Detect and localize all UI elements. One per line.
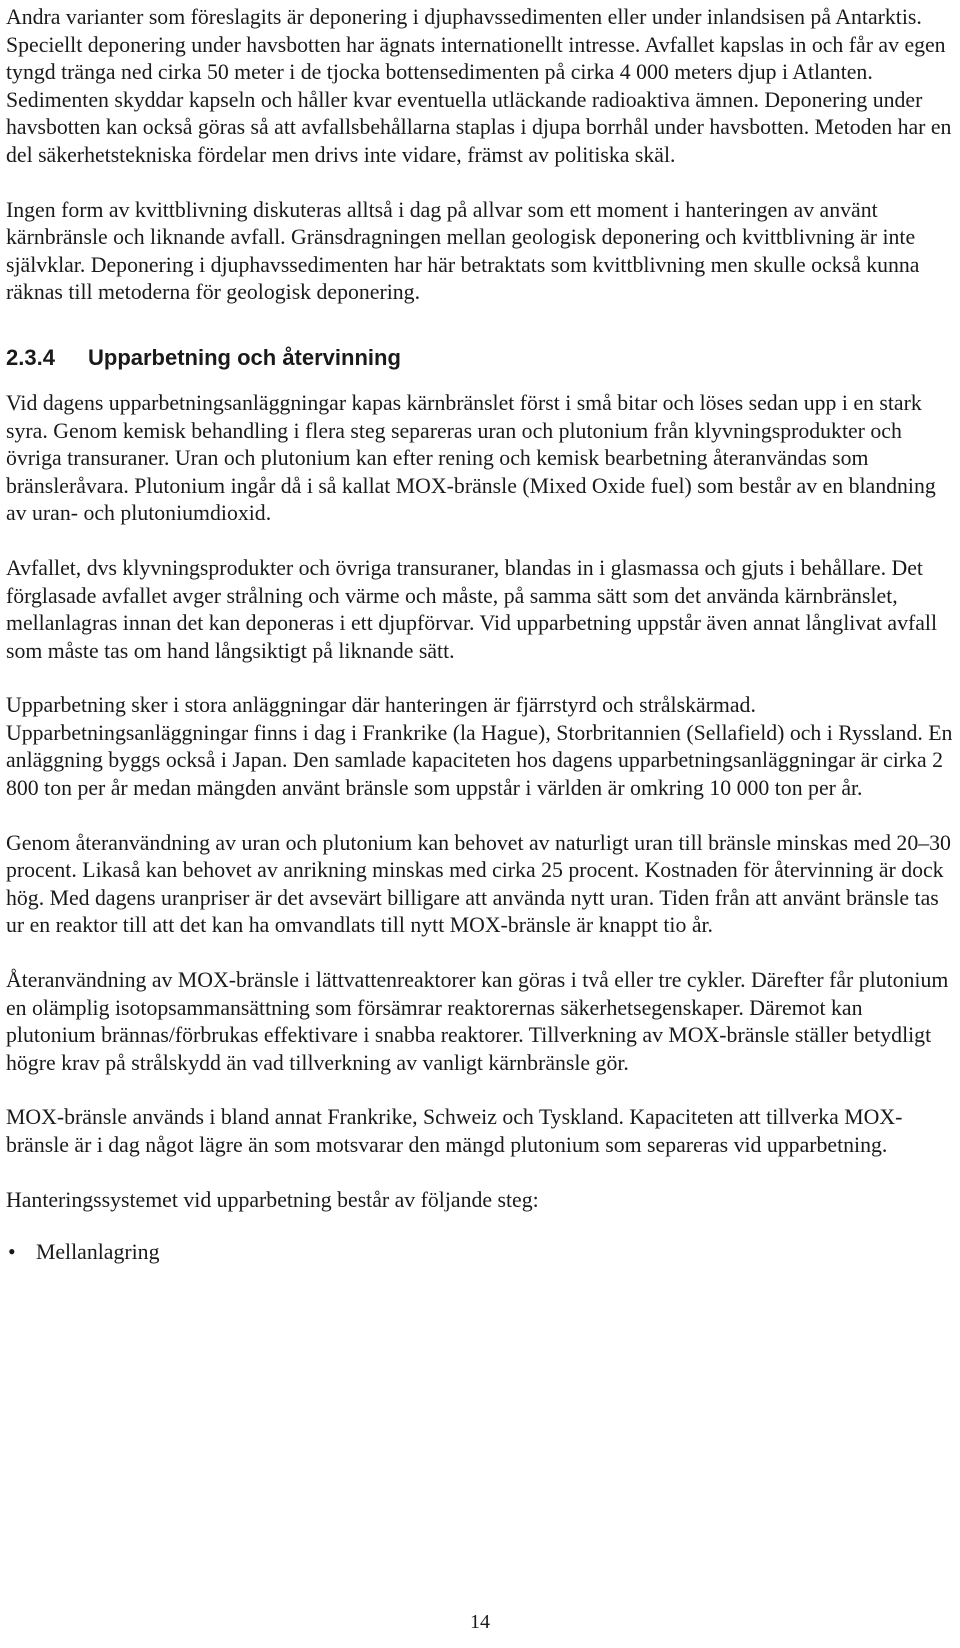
paragraph: Andra varianter som föreslagits är deponering i djuphavssedimenten eller under inlandsisen på Antarktis. Speciellt deponering under havsbotten har ägnats internationellt intresse. Avfallet kapslas in och får av egen tyngd tränga ned cirka 50 meter i de tjocka bottensedimenten på cirka 4 000 meters djup i Atlanten. Sedimenten skyddar kapseln och håller kvar eventuella utläckande radioaktiva ämnen. Deponering under havsbotten kan också göras så att avfallsbehållarna staplas i djupa borrhål under havsbotten. Metoden har en del säkerhetstekniska fördelar men drivs inte vidare, främst av politiska skäl. bbox=[6, 5, 952, 167]
list-item-label: Mellanlagring bbox=[36, 1240, 160, 1265]
paragraph: MOX-bränsle används i bland annat Frankrike, Schweiz och Tyskland. Kapaciteten att tillverka MOX-bränsle är i dag något lägre än som motsvarar den mängd plutonium som separeras vid upparbetning. bbox=[6, 1105, 903, 1157]
section-heading bbox=[6, 344, 956, 372]
paragraph: Genom återanvändning av uran och plutonium kan behovet av naturligt uran till bränsle minskas med 20–30 procent. Likaså kan behovet av anrikning minskas med cirka 25 procent. Kostnaden för återvinning är dock hög. Med dagens uranpriser är det avsevärt billigare att använda nytt uran. Tiden från att använt bränsle tas ur en reaktor till att det kan ha omvandlats till nytt MOX-bränsle är knappt tio år. bbox=[6, 830, 951, 938]
page-content bbox=[6, 4, 956, 1267]
section-title: Upparbetning och återvinning bbox=[88, 344, 401, 370]
paragraph: Återanvändning av MOX-bränsle i lättvattenreaktorer kan göras i två eller tre cykler. Därefter får plutonium en olämplig isotopsammansättning som försämrar reaktorernas säkerhetsegenskaper. Däremot kan plutonium brännas/förbrukas effektivare i snabba reaktorer. Tillverkning av MOX-bränsle ställer betydligt högre krav på strålskydd än vad tillverkning av vanligt kärnbränsle gör. bbox=[6, 968, 949, 1075]
paragraph: Hanteringssystemet vid upparbetning består av följande steg: bbox=[6, 1187, 539, 1212]
paragraph: Ingen form av kvittblivning diskuteras alltså i dag på allvar som ett moment i hanteringen av använt kärnbränsle och liknande avfall. Gränsdragningen mellan geologisk deponering och kvittblivning är inte självklar. Deponering i djuphavssedimenten har här betraktats som kvittblivning men skulle också kunna räknas till metoderna för geologisk deponering. bbox=[6, 197, 920, 305]
paragraph: Avfallet, dvs klyvningsprodukter och övriga transuraner, blandas in i glasmassa och gjuts i behållare. Det förglasade avfallet avger strålning och värme och måste, på samma sätt som det använda kärnbränslet, mellanlagras innan det kan deponeras i ett djupförvar. Vid upparbetning uppstår även annat långlivat avfall som måste tas om hand långsiktigt på liknande sätt. bbox=[6, 555, 938, 663]
section-number: 2.3.4 bbox=[6, 344, 55, 370]
paragraph: Upparbetning sker i stora anläggningar där hanteringen är fjärrstyrd och strålskärmad. Upparbetningsanläggningar finns i dag i Frankrike (la Hague), Storbritannien (Sellafield) och i Ryssland. En anläggning byggs också i Japan. Den samlade kapaciteten hos dagens upparbetningsanläggningar är cirka 2 800 ton per år medan mängden använt bränsle som uppstår i världen är omkring 10 000 ton per år. bbox=[6, 693, 953, 801]
list-item bbox=[6, 1239, 956, 1267]
bullet-icon: • bbox=[8, 1240, 16, 1265]
bullet-list bbox=[6, 1239, 956, 1267]
paragraph: Vid dagens upparbetningsanläggningar kapas kärnbränslet först i små bitar och löses sedan upp i en stark syra. Genom kemisk behandling i flera steg separeras uran och plutonium från klyvningsprodukter och övriga transuraner. Uran och plutonium kan efter rening och kemisk bearbetning återanvändas som bränsleråvara. Plutonium ingår då i så kallat MOX-bränsle (Mixed Oxide fuel) som består av en blandning av uran- och plutoniumdioxid. bbox=[6, 390, 936, 526]
page-number: 14 bbox=[470, 1611, 490, 1633]
